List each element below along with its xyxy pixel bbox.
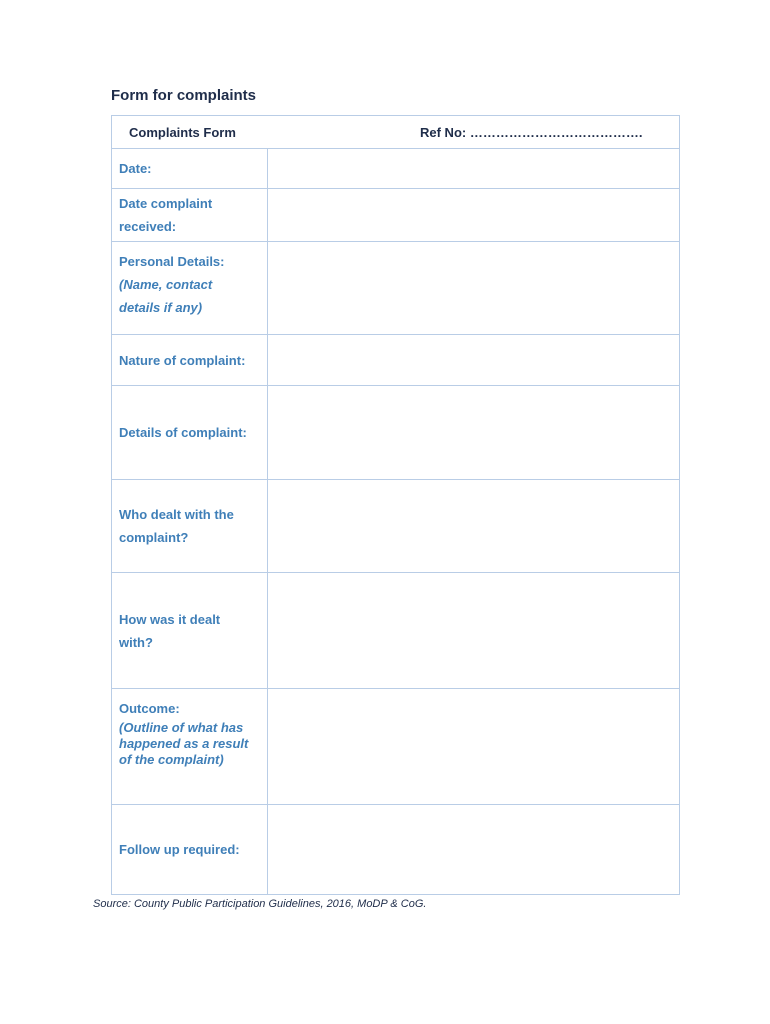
row-label [112,386,268,479]
who-dealt-field[interactable] [268,480,679,572]
nature-field[interactable] [268,335,679,385]
row-label-text: Date: [119,161,152,176]
complaints-form-table [111,115,680,895]
row-label-text: Date complaint received: [119,196,213,234]
row-label [112,573,268,688]
date-received-field[interactable] [268,189,679,241]
row-label [112,805,268,894]
row-who-dealt [112,480,679,573]
row-label-text: How was it dealt with? [119,611,221,650]
row-how-dealt [112,573,679,689]
row-label-text: Who dealt with the complaint? [119,507,234,545]
ref-number: Ref No: …………………………………. [420,125,643,140]
row-label [112,480,268,572]
row-date [112,149,679,189]
outcome-field[interactable] [268,689,679,804]
row-label-text: Outcome: [119,701,180,716]
row-nature [112,335,679,386]
follow-up-field[interactable] [268,805,679,894]
row-outcome [112,689,679,805]
form-header-row [112,116,679,149]
row-label-note: (Outline of what has happened as a result of the complaint) [119,720,249,767]
row-label [112,689,268,804]
row-label [112,149,268,188]
page-title: Form for complaints [111,87,257,104]
row-label [112,335,268,385]
row-date-received [112,189,679,242]
row-label-note: (Name, contact details if any) [119,277,213,315]
form-name: Complaints Form [129,125,236,140]
row-personal-details [112,242,679,335]
row-label [112,189,268,241]
source-note: Source: County Public Participation Guidelines, 2016, MoDP & CoG. [93,898,427,910]
row-label [112,242,268,334]
row-follow-up [112,805,679,894]
row-details [112,386,679,480]
details-field[interactable] [268,386,679,479]
row-label-text: Nature of complaint: [119,352,246,368]
row-label-text: Follow up required: [119,842,240,857]
row-label-text: Personal Details: [119,254,225,269]
row-label-text: Details of complaint: [119,425,247,440]
how-dealt-field[interactable] [268,573,679,688]
personal-details-field[interactable] [268,242,679,334]
date-field[interactable] [268,149,679,188]
